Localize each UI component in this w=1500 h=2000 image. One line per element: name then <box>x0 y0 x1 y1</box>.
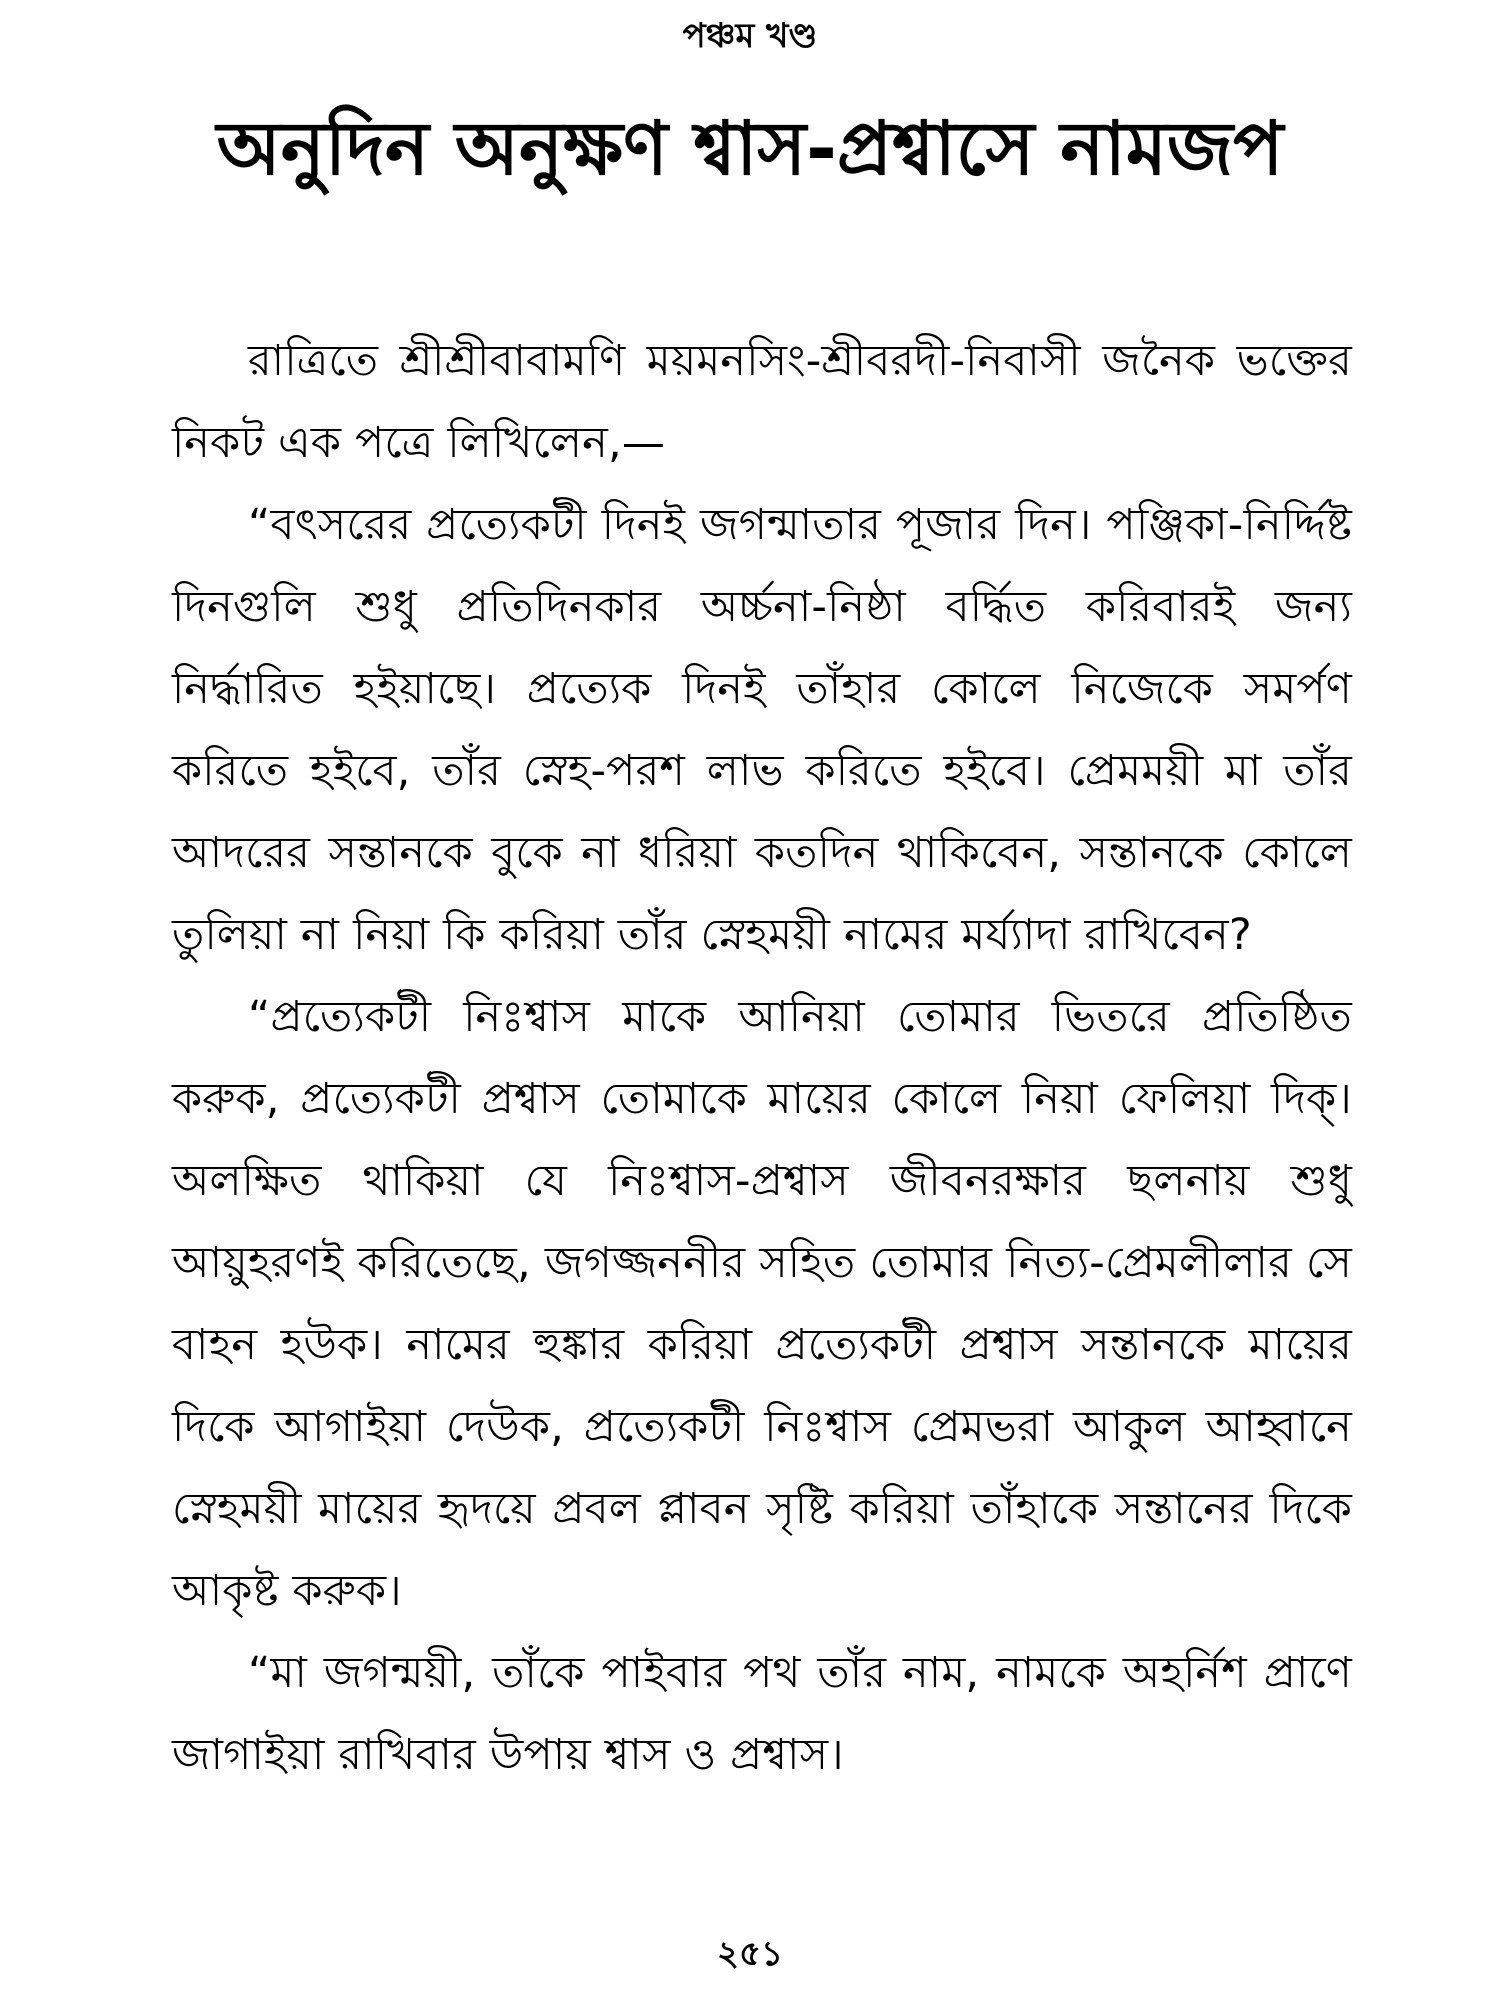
chapter-title: অনুদিন অনুক্ষণ শ্বাস-প্রশ্বাসে নামজপ <box>216 106 1284 192</box>
body-text <box>172 320 1352 1796</box>
paragraph-4: “মা জগন্ময়ী, তাঁকে পাইবার পথ তাঁর নাম, নামকে অহর্নিশ প্রাণে জাগাইয়া রাখিবার উপায় শ্বাস ও প্রশ্বাস। <box>172 1648 1352 1780</box>
paragraph-1: রাত্রিতে শ্রীশ্রীবাবামণি ময়মনসিং-শ্রীবরদী-নিবাসী জনৈক ভক্তের নিকট এক পত্রে লিখিলেন,— <box>172 336 1352 468</box>
paragraph-3: “প্রত্যেকটী নিঃশ্বাস মাকে আনিয়া তোমার ভিতরে প্রতিষ্ঠিত করুক, প্রত্যেকটী প্রশ্বাস তোমাকে মায়ের কোলে নিয়া ফেলিয়া দিক্। অলক্ষিত থাকিয়া যে নিঃশ্বাস-প্রশ্বাস জীবনরক্ষার ছলনায় শুধু আয়ুহরণই করিতেছে, জগজ্জননীর সহিত তোমার নিত্য-প্রেমলীলার সে বাহন হউক। নামের হুঙ্কার করিয়া প্রত্যেকটী প্রশ্বাস সন্তানকে মায়ের দিকে আগাইয়া দেউক, প্রত্যেকটী নিঃশ্বাস প্রেমভরা আকুল আহ্বানে স্নেহময়ী মায়ের হৃদয়ে প্রবল প্লাবন সৃষ্টি করিয়া তাঁহাকে সন্তানের দিকে আকৃষ্ট করুক। <box>172 992 1352 1616</box>
paragraph-2: “বৎসরের প্রত্যেকটী দিনই জগন্মাতার পূজার দিন। পঞ্জিকা-নির্দ্দিষ্ট দিনগুলি শুধু প্রতিদিনকার অর্চ্চনা-নিষ্ঠা বর্দ্ধিত করিবারই জন্য নির্দ্ধারিত হইয়াছে। প্রত্যেক দিনই তাঁহার কোলে নিজেকে সমর্পণ করিতে হইবে, তাঁর স্নেহ-পরশ লাভ করিতে হইবে। প্রেমময়ী মা তাঁর আদরের সন্তানকে বুকে না ধরিয়া কতদিন থাকিবেন, সন্তানকে কোলে তুলিয়া না নিয়া কি করিয়া তাঁর স্নেহময়ী নামের মর্য্যাদা রাখিবেন? <box>172 500 1352 960</box>
page-number: ২৫১ <box>716 1934 784 1974</box>
running-head: পঞ্চম খণ্ড <box>682 16 818 56</box>
